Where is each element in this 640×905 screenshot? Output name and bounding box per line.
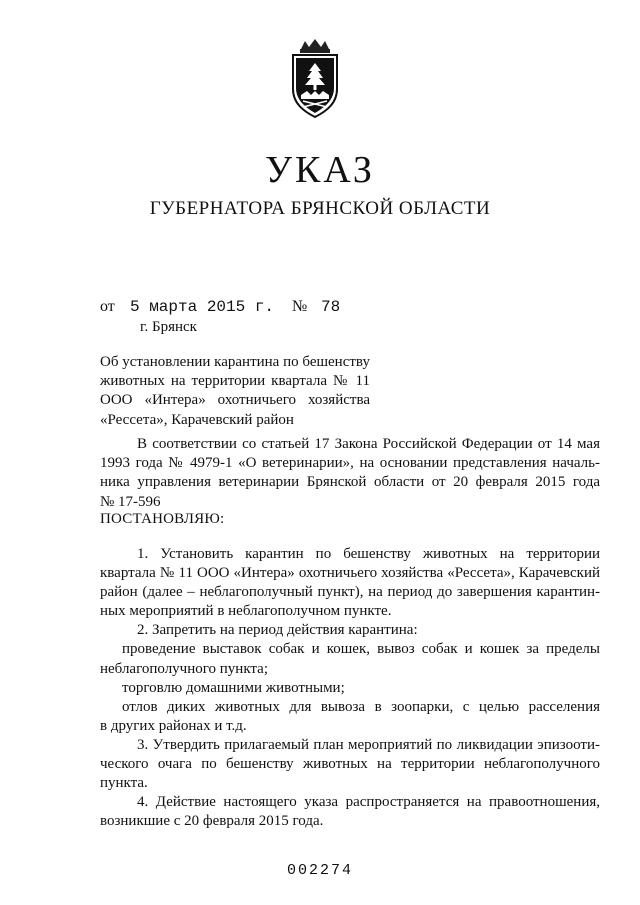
subject-line: животных на территории квартала № 11 [100,373,370,390]
item-line: пункта. [100,775,148,792]
item-line: ных мероприятий в неблагополучном пункте. [100,603,392,620]
form-serial-number: 002274 [286,862,353,879]
subject-line: «Рессета», Карачевский район [100,411,294,428]
document-number: 78 [321,298,341,316]
item-line: район (далее – неблагополучный пункт), на период до завершения карантин- [100,584,600,601]
document-subtitle: ГУБЕРНАТОРА БРЯНСКОЙ ОБЛАСТИ [149,198,491,219]
item-line: ческого очага по бешенству животных на территории неблагополучного [100,756,600,773]
number-label: № [292,298,308,315]
preamble-line: № 17-596 [100,493,161,510]
subject-line: Об установлении карантина по бешенству [100,354,370,370]
document-title: УКАЗ [265,149,375,191]
item-line: отлов диких животных для вывоза в зоопарки, с целью расселения [122,698,600,715]
item-line: 3. Утвердить прилагаемый план мероприятий по ликвидации эпизооти- [137,736,600,753]
document-city: г. Брянск [140,319,197,335]
preamble-line: ника управления ветеринарии Брянской области от 20 февраля 2015 года [100,474,600,491]
document-meta [100,298,500,320]
date-from-label: от [100,298,115,315]
bryansk-coat-of-arms-icon [287,37,343,121]
preamble-line: В соответствии со статьей 17 Закона Российской Федерации от 14 мая [137,436,600,452]
subject-line: ООО «Интера» охотничьего хозяйства [100,392,370,409]
document-subject [100,353,370,430]
decree-word: ПОСТАНОВЛЯЮ: [100,511,225,527]
item-line: в других районах и т.д. [100,717,247,734]
preamble-line: 1993 года № 4979-1 «О ветеринарии», на основании представления началь- [100,455,600,472]
item-line: проведение выставок собак и кошек, вывоз собак и кошек за пределы [122,641,600,658]
document-items [100,545,600,831]
item-line: неблагополучного пункта; [100,660,268,677]
item-line: квартала № 11 ООО «Интера» охотничьего хозяйства «Рессета», Карачевский [100,565,600,582]
document-preamble [100,435,600,512]
item-line: 2. Запретить на период действия карантина: [137,622,418,639]
item-line: 1. Установить карантин по бешенству животных на территории [137,546,600,562]
item-line: 4. Действие настоящего указа распространяется на правоотношения, [137,794,600,811]
document-date: 5 марта 2015 г. [130,298,275,316]
item-line: возникшие с 20 февраля 2015 года. [100,813,324,830]
item-line: торговлю домашними животными; [122,679,345,696]
